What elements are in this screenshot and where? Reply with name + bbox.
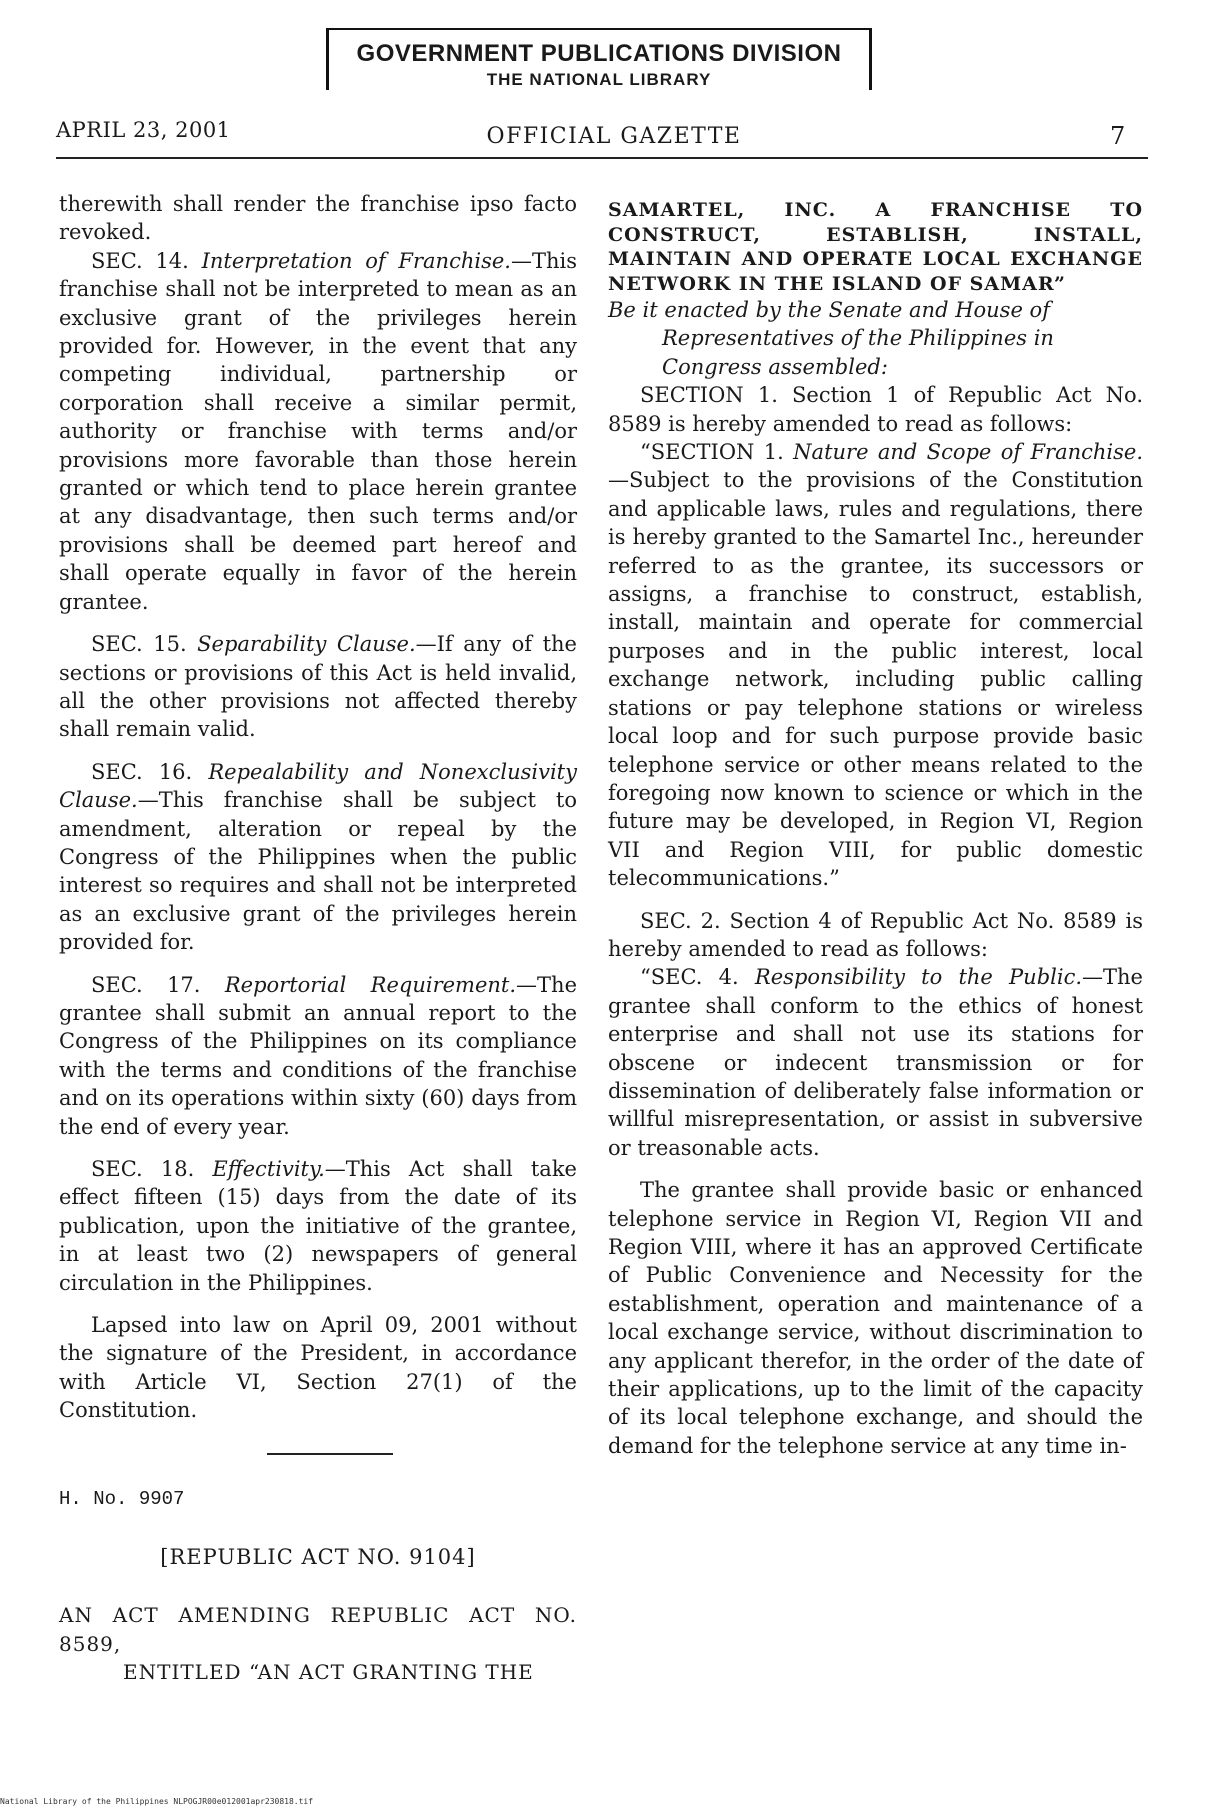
section-label: “SEC. 4.: [640, 965, 739, 990]
section-17: [59, 971, 577, 1141]
enacting-line: Congress assembled:: [662, 354, 888, 379]
section-body: —This franchise shall not be interpreted to mean as an exclusive grant of the privileges herein provided for. However, in the event that any competing individual, partnership or corporation shall receive a similar permit, authority or franchise with terms and/or provisions more favorable than those herein granted or which tend to place herein grantee at any disadvantage, then such terms and/or provisions shall be deemed part hereof and shall operate equally in favor of the herein grantee.: [59, 248, 577, 614]
scan-footer: National Library of the Philippines NLPOGJR00e012001apr230818.tif: [0, 1797, 314, 1806]
section-title: Responsibility to the Public.: [754, 965, 1083, 990]
section-label: SEC. 14.: [91, 248, 189, 273]
section-body: —If any of the sections or provisions of this Act is held invalid, all the other provisions not affected thereby shall remain valid.: [59, 632, 577, 742]
section-body: —Subject to the provisions of the Constitution and applicable laws, rules and regulations, there is hereby granted to the Samartel Inc., hereunder referred to as the grantee, its successors or assigns, a franchise to construct, establish, install, maintain and operate for commercial purposes and in the public interest, local exchange network, including public calling stations or pay telephone stations or wireless local loop and for such purpose provide basic telephone service or other means related to the foregoing now known to science or which in the future may be developed, in Region VI, Region VII and Region VIII, for public domestic telecommunications.”: [608, 468, 1143, 891]
library-stamp: [326, 28, 872, 90]
section-body: —This franchise shall be subject to amendment, alteration or repeal by the Congress of the Philippines when the public interest so requires and shall not be interpreted as an exclusive grant of the privileges herein provided for.: [59, 788, 577, 955]
house-bill-number: H. No. 9907: [59, 1487, 185, 1510]
section-title: Interpretation of Franchise.: [201, 248, 511, 273]
stamp-line-library: THE NATIONAL LIBRARY: [486, 70, 712, 89]
quoted-section-4: [608, 963, 1143, 1162]
act-title: [59, 1601, 577, 1686]
section-label: SEC. 16.: [91, 759, 193, 784]
enacting-line: Be it enacted by the Senate and House of: [608, 298, 1050, 322]
section-label: SEC. 17.: [91, 972, 201, 997]
section-title: Reportorial Requirement.: [224, 972, 517, 997]
section-14: [59, 247, 577, 616]
section-18: [59, 1155, 577, 1297]
section-label: SEC. 18.: [91, 1157, 195, 1181]
left-column: [59, 190, 577, 1687]
paragraph-continuation: [59, 190, 577, 247]
section-body: —The grantee shall submit an annual report to the Congress of the Philippines on its compliance with the terms and conditions of the franchise and on its operations within sixty (60) days from the end of every year.: [59, 972, 577, 1139]
section-16: [59, 758, 577, 957]
section-label: SECTION 1.: [640, 383, 778, 408]
section-title: Repealability and Nonexclusivity Clause.: [59, 759, 577, 813]
section-15: [59, 630, 577, 744]
section-body: —The grantee shall conform to the ethics of honest enterprise and shall not use its stations for obscene or indecent transmission or for dissemination of deliberately false information or willful misrepresentation, or assist in subversive or treasonable acts.: [608, 965, 1143, 1160]
section-2: [608, 907, 1143, 964]
section-body: Section 4 of Republic Act No. 8589 is hereby amended to read as follows:: [608, 908, 1143, 961]
header-date: APRIL 23, 2001: [56, 118, 231, 142]
paragraph-grantee-service: The grantee shall provide basic or enhanced telephone service in Region VI, Region VII and Region VIII, where it has an approved Certificate of Public Convenience and Necessity for the establishment, operation and maintenance of a local exchange service, without discrimination to any applicant therefor, in the order of the date of their applications, up to the limit of the capacity of its local telephone exchange, and should the demand for the telephone service at any time in-: [608, 1178, 1143, 1458]
quoted-section-1: [608, 438, 1143, 893]
header-title: OFFICIAL GAZETTE: [486, 124, 742, 149]
section-title: Effectivity.: [212, 1157, 325, 1181]
paragraph-text: therewith shall render the franchise ipso facto revoked.: [59, 192, 577, 245]
page-number: 7: [1110, 122, 1126, 150]
republic-act-number: [REPUBLIC ACT NO. 9104]: [160, 1545, 476, 1570]
separator-rule: [267, 1453, 393, 1455]
lapsed-note: Lapsed into law on April 09, 2001 without the signature of the President, in accordance with Article VI, Section 27(1) of the Constitution.: [59, 1313, 577, 1423]
act-title-line: ENTITLED “AN ACT GRANTING THE: [123, 1660, 534, 1685]
act-title-continued: SAMARTEL, INC. A FRANCHISE TO CONSTRUCT, ESTABLISH, INSTALL, MAINTAIN AND OPERATE LOCAL EXCHANGE NETWORK IN THE ISLAND OF SAMAR”: [608, 199, 1143, 295]
header-rule: [56, 157, 1148, 159]
right-column: [608, 198, 1143, 1460]
stamp-line-division: GOVERNMENT PUBLICATIONS DIVISION: [356, 40, 842, 67]
section-body: —This Act shall take effect fifteen (15) days from the date of its publication, upon the initiative of the grantee, in at least two (2) newspapers of general circulation in the Philippines.: [59, 1157, 577, 1295]
section-title: Nature and Scope of Franchise.: [793, 440, 1143, 465]
section-label: SEC. 2.: [640, 908, 721, 933]
enacting-clause: [608, 296, 1143, 381]
section-1: [608, 381, 1143, 438]
section-body: Section 1 of Republic Act No. 8589 is hereby amended to read as follows:: [608, 383, 1144, 436]
act-title-line: AN ACT AMENDING REPUBLIC ACT NO. 8589,: [59, 1603, 577, 1656]
section-label: SEC. 15.: [91, 632, 187, 657]
enacting-line: Representatives of the Philippines in: [662, 326, 1054, 351]
section-title: Separability Clause.: [197, 632, 416, 657]
section-label: “SECTION 1.: [640, 440, 784, 465]
